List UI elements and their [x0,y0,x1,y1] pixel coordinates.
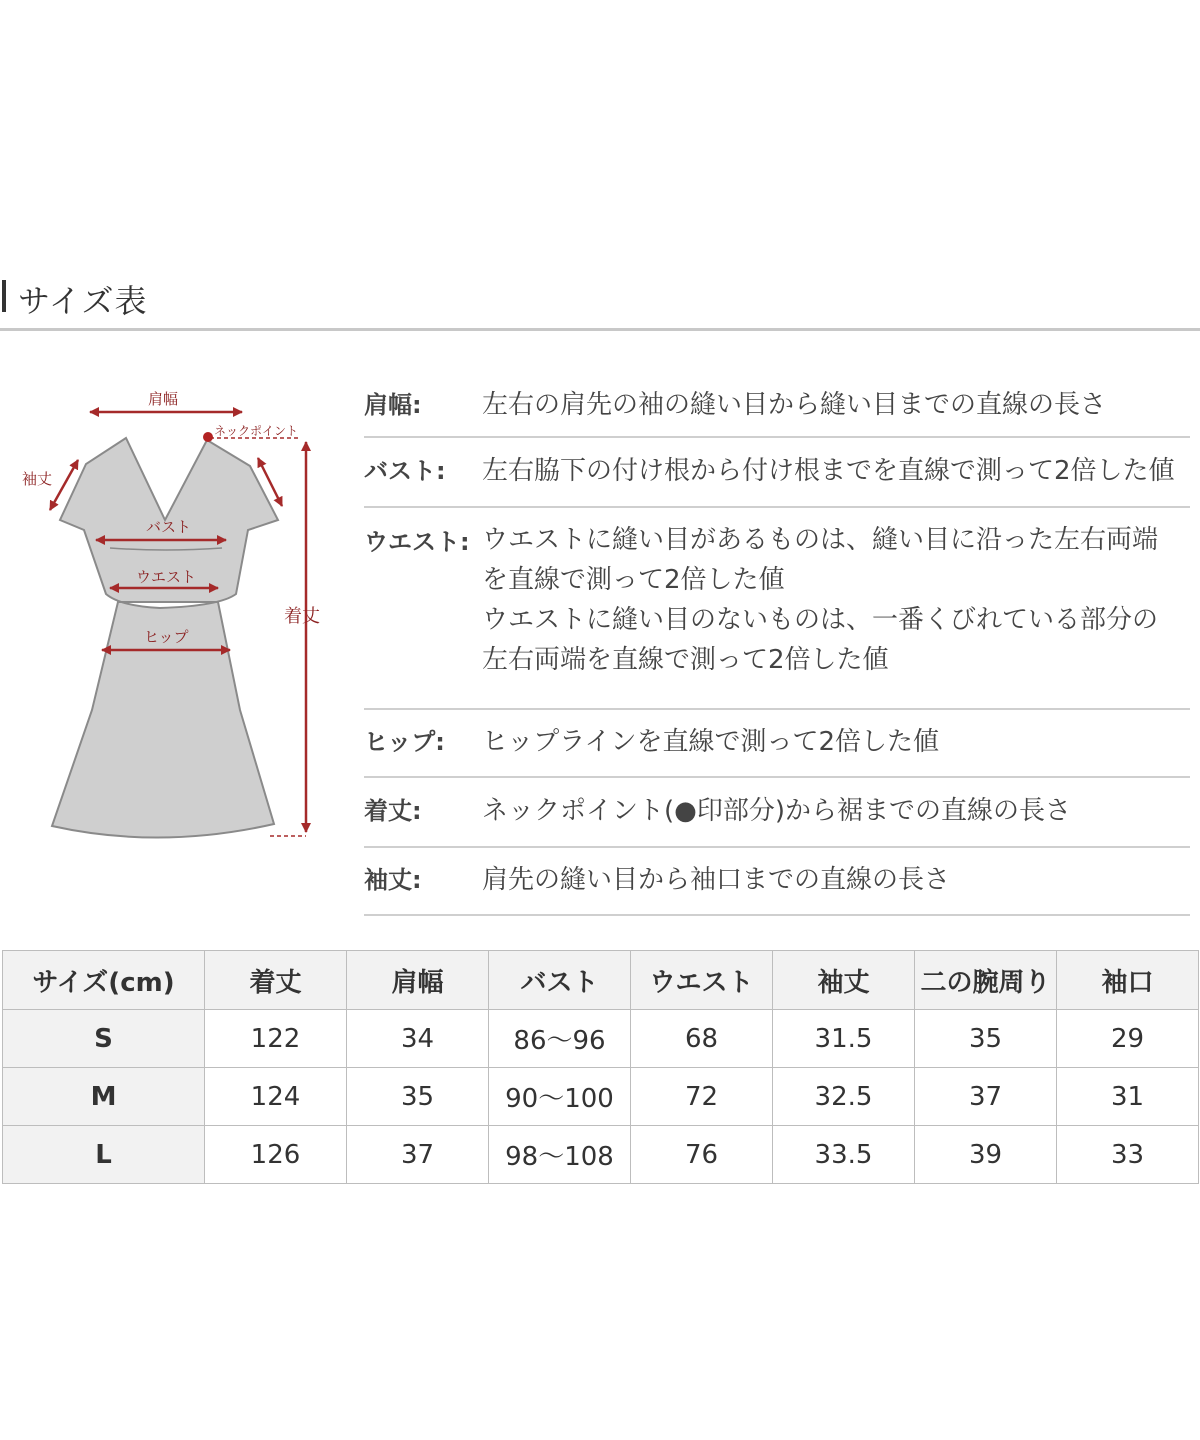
table-header-sleeve: 袖丈 [773,951,915,1010]
title-marker [2,280,6,312]
hip-label: ヒップ [144,628,189,646]
sleeve-label: 袖丈 [22,470,53,488]
definition-term: 着丈: [364,797,422,825]
table-header-upper-arm: 二の腕周り [915,951,1057,1010]
table-cell: 126 [205,1126,347,1184]
table-cell: 90～100 [489,1068,631,1126]
size-table [2,950,1199,1184]
table-cell: 33 [1057,1126,1199,1184]
definition-row [364,778,1190,848]
page-title: サイズ表 [18,282,148,320]
definition-text: 左右脇下の付け根から付け根までを直線で測って2倍した値 [482,456,1175,486]
dress-diagram [0,380,340,850]
definition-row [364,380,1190,438]
table-row [3,1068,1199,1126]
definition-row [364,438,1190,508]
measurement-definitions [364,380,1190,916]
table-header-row [3,951,1199,1010]
definition-row [364,710,1190,778]
table-row [3,1010,1199,1068]
table-cell: 39 [915,1126,1057,1184]
table-cell: 31 [1057,1068,1199,1126]
definition-term: 肩幅: [364,391,422,419]
size-cell: M [3,1068,205,1126]
definition-text: ネックポイント(●印部分)から裾までの直線の長さ [482,796,1071,826]
table-cell: 35 [915,1010,1057,1068]
table-cell: 37 [347,1126,489,1184]
definition-term: 袖丈: [364,866,422,894]
size-cell: L [3,1126,205,1184]
length-label: 着丈 [284,606,320,627]
definition-text: ヒップラインを直線で測って2倍した値 [482,727,939,757]
table-header-shoulder: 肩幅 [347,951,489,1010]
definition-row [364,848,1190,916]
neck-point-label: ネックポイント [214,424,299,438]
table-row [3,1126,1199,1184]
table-cell: 86～96 [489,1010,631,1068]
definition-line: を直線で測って2倍した値 [482,565,785,595]
table-cell: 35 [347,1068,489,1126]
definition-text [482,508,1190,708]
waist-label: ウエスト [136,568,197,586]
table-cell: 29 [1057,1010,1199,1068]
table-cell: 32.5 [773,1068,915,1126]
size-cell: S [3,1010,205,1068]
definition-term: ヒップ: [364,728,445,756]
table-cell: 98～108 [489,1126,631,1184]
table-cell: 34 [347,1010,489,1068]
definition-text: 左右の肩先の袖の縫い目から縫い目までの直線の長さ [482,390,1107,420]
table-cell: 68 [631,1010,773,1068]
definition-line: 左右両端を直線で測って2倍した値 [482,645,889,675]
table-header-waist: ウエスト [631,951,773,1010]
table-cell: 31.5 [773,1010,915,1068]
table-header-length: 着丈 [205,951,347,1010]
table-header-size: サイズ(cm) [3,951,205,1010]
definition-row [364,508,1190,710]
table-header-bust: バスト [489,951,631,1010]
table-cell: 33.5 [773,1126,915,1184]
table-cell: 122 [205,1010,347,1068]
definition-line: ウエストに縫い目があるものは、縫い目に沿った左右両端 [482,525,1159,555]
neck-point-dot [203,432,213,442]
definition-text: 肩先の縫い目から袖口までの直線の長さ [482,865,951,895]
bust-label: バスト [146,518,192,536]
table-cell: 37 [915,1068,1057,1126]
table-cell: 72 [631,1068,773,1126]
shoulder-label: 肩幅 [148,390,179,408]
definition-term: バスト: [364,457,446,485]
section-header [0,272,1200,331]
definition-line: ウエストに縫い目のないものは、一番くびれている部分の [482,605,1159,635]
table-cell: 76 [631,1126,773,1184]
definition-term: ウエスト: [364,528,470,556]
table-cell: 124 [205,1068,347,1126]
table-header-cuff: 袖口 [1057,951,1199,1010]
